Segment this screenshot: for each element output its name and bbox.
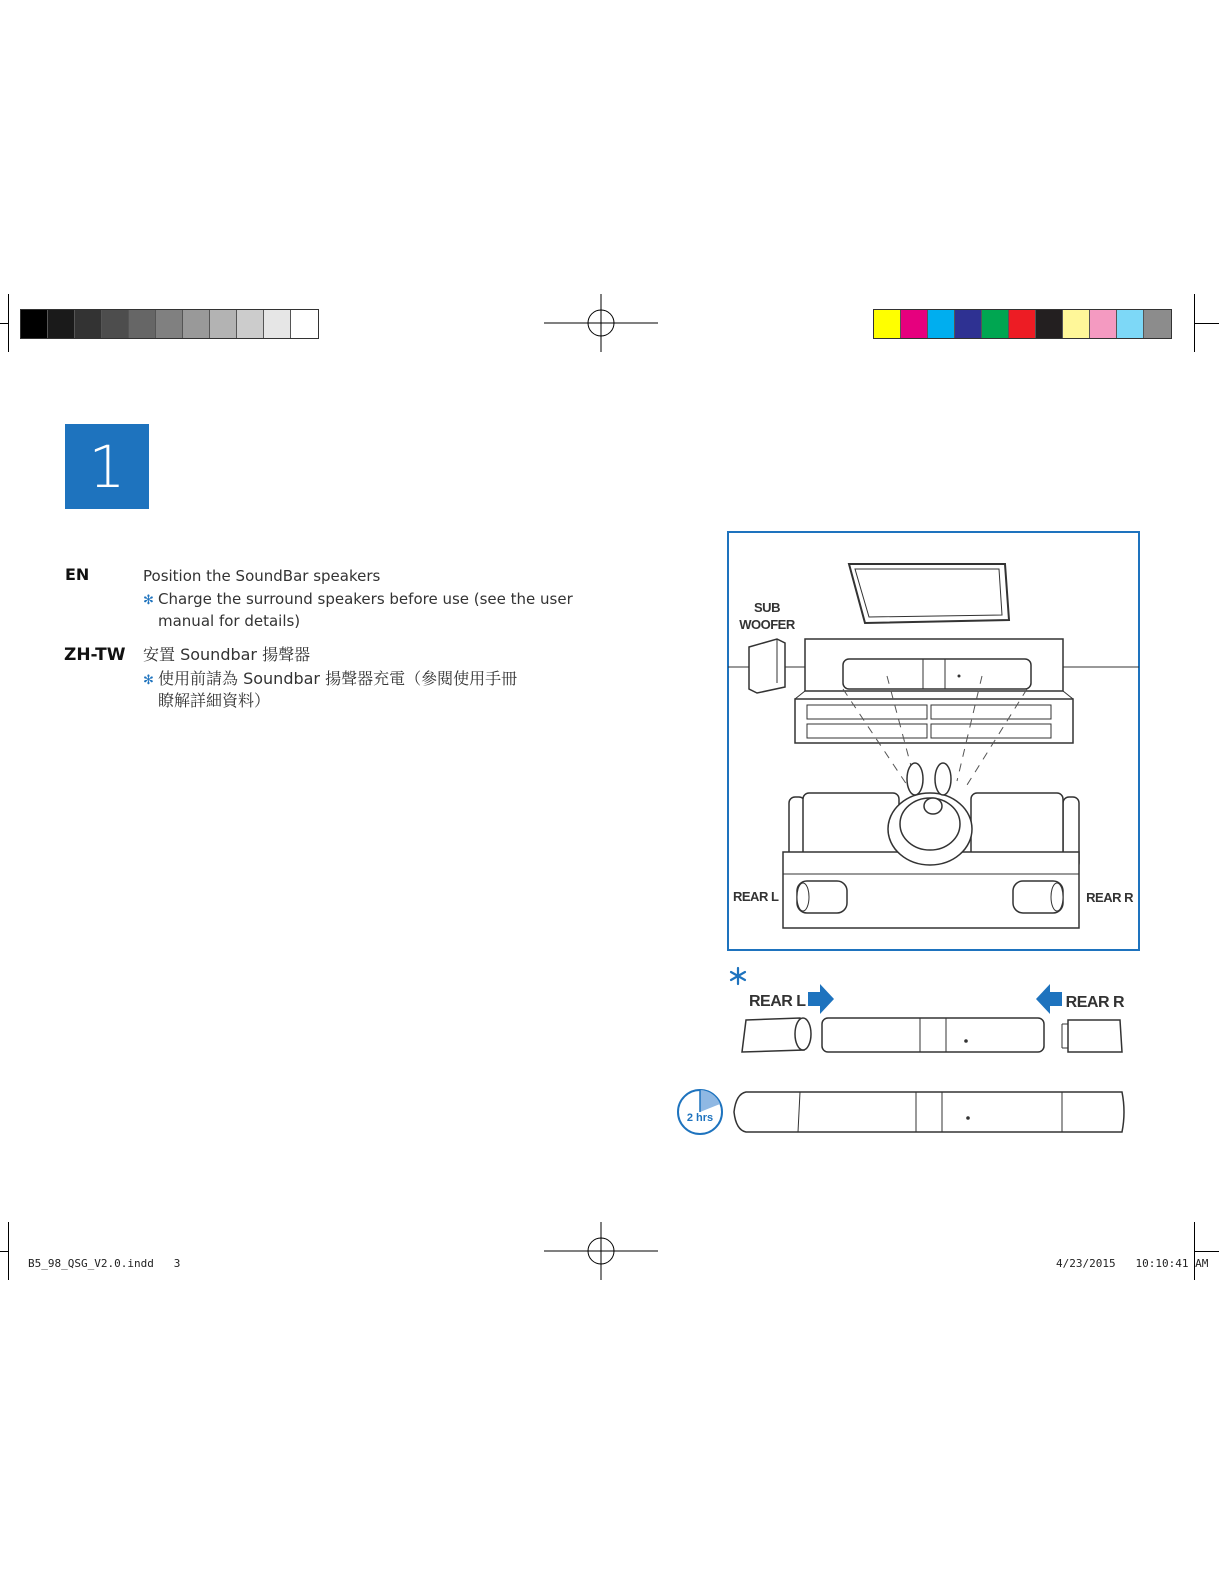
subwoofer-illustration [749, 639, 785, 693]
separated-rear-right-speaker [1062, 1020, 1122, 1052]
color-swatch [1090, 310, 1117, 338]
instruction-note-en-cont: manual for details) [158, 612, 301, 630]
language-code-en: EN [65, 565, 90, 584]
tv-illustration [849, 564, 1009, 623]
arrow-left-icon [1036, 984, 1062, 1014]
color-swatch [874, 310, 901, 338]
tv-cabinet-illustration [795, 639, 1073, 743]
crop-mark [8, 294, 9, 352]
color-swatch [955, 310, 982, 338]
color-swatch [1144, 310, 1171, 338]
step-number-badge [65, 424, 149, 509]
soundbar-illustration [843, 659, 1031, 689]
crop-mark [0, 323, 8, 324]
speaker-placement-diagram [727, 531, 1141, 952]
instruction-title-en: Position the SoundBar speakers [143, 567, 381, 585]
charging-assembly-diagram [676, 962, 1136, 1152]
crop-mark [0, 1251, 8, 1252]
rear-left-speaker-illustration [797, 881, 847, 913]
registration-mark-top [544, 294, 658, 352]
color-swatch [237, 310, 264, 338]
footer-file-info: B5_98_QSG_V2.0.indd 3 [28, 1257, 181, 1270]
color-swatch [982, 310, 1009, 338]
color-swatch [264, 310, 291, 338]
registration-mark-bottom [544, 1222, 658, 1280]
asterisk-icon [731, 968, 745, 984]
rear-right-label: REAR R [1086, 890, 1133, 905]
assembled-soundbar [734, 1092, 1124, 1132]
color-swatch [210, 310, 237, 338]
subwoofer-label: SUB [754, 600, 780, 615]
note-line: Charge the surround speakers before use (see the user [158, 590, 573, 608]
color-swatch [291, 310, 318, 338]
separated-rear-left-speaker [742, 1018, 811, 1052]
language-code-zh: ZH-TW [64, 645, 126, 665]
separated-soundbar-center [822, 1018, 1044, 1052]
crop-mark [1195, 1251, 1219, 1252]
crop-mark [1195, 323, 1219, 324]
instruction-note-zh [143, 668, 517, 692]
process-color-bar [873, 309, 1172, 339]
color-swatch [21, 310, 48, 338]
color-swatch [183, 310, 210, 338]
note-marker-icon: ✻ [143, 593, 154, 608]
charge-rear-right-label: REAR R [1065, 994, 1124, 1011]
instruction-note-en [143, 588, 573, 612]
color-swatch [156, 310, 183, 338]
footer-timestamp: 4/23/2015 10:10:41 AM [1056, 1257, 1209, 1270]
color-swatch [102, 310, 129, 338]
note-marker-icon: ✻ [143, 673, 154, 688]
color-swatch [129, 310, 156, 338]
rear-right-speaker-illustration [1013, 881, 1063, 913]
charge-time-label: 2 hrs [686, 1112, 714, 1124]
note-line: 使用前請為 Soundbar 揚聲器充電（參閱使用手冊 [158, 669, 518, 688]
instruction-note-zh-cont: 瞭解詳細資料） [158, 691, 271, 710]
subwoofer-label-cont: WOOFER [739, 617, 795, 632]
color-swatch [1117, 310, 1144, 338]
color-swatch [48, 310, 75, 338]
step-number: 1 [88, 432, 126, 501]
color-swatch [75, 310, 102, 338]
crop-mark [8, 1222, 9, 1280]
color-swatch [1063, 310, 1090, 338]
instruction-title-zh: 安置 Soundbar 揚聲器 [143, 645, 311, 664]
color-swatch [1009, 310, 1036, 338]
grayscale-color-bar [20, 309, 319, 339]
color-swatch [928, 310, 955, 338]
charge-rear-left-label: REAR L [749, 993, 806, 1010]
color-swatch [901, 310, 928, 338]
color-swatch [1036, 310, 1063, 338]
rear-left-label: REAR L [733, 889, 779, 904]
arrow-right-icon [808, 984, 834, 1014]
